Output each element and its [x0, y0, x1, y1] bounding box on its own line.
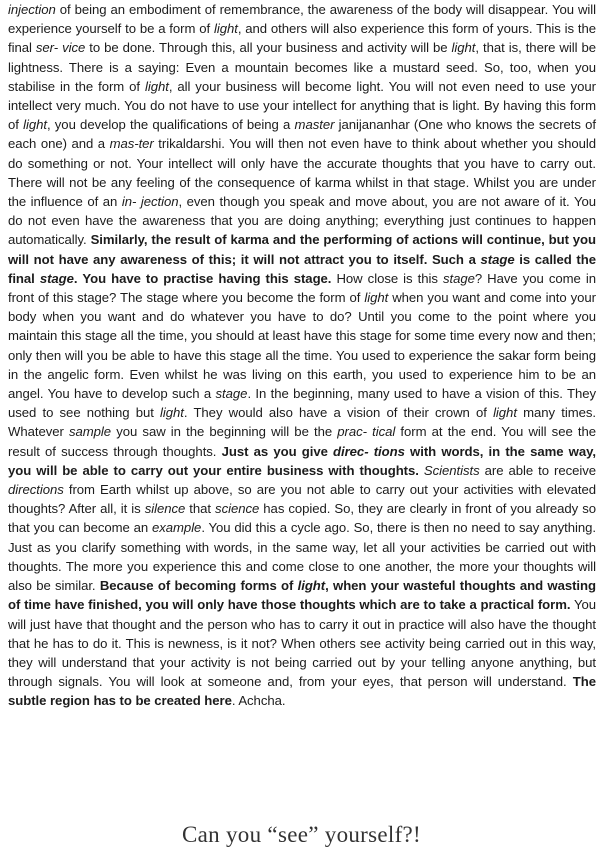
- text-run: prac- tical: [337, 424, 396, 440]
- text-run: light: [213, 21, 238, 37]
- text-run: Because of becoming forms of: [99, 578, 298, 594]
- text-run: in- jection: [121, 194, 179, 210]
- text-run: to be done. Through this, all your business and activity will be: [85, 40, 452, 56]
- document-page: [8, 0, 596, 711]
- text-run: , that is, there will be lightness. There is a saying: Even a mountain becomes like a mustard seed. So, too, when you stabilise in the form of: [8, 40, 596, 94]
- body-paragraph: [8, 0, 596, 711]
- text-run: master: [294, 117, 335, 133]
- text-run: light: [451, 40, 476, 56]
- text-run: mas-ter: [109, 136, 154, 152]
- text-run: light: [160, 405, 184, 421]
- text-run: stage: [39, 270, 74, 286]
- text-run: . Achcha.: [231, 693, 286, 709]
- text-run: Scientists: [423, 462, 480, 478]
- text-run: The subtle region has to be created here: [8, 674, 596, 709]
- text-run: of being an embodiment of remembrance, the awareness of the body will disappear. You will experience yourself to be a form of: [8, 2, 596, 37]
- text-run: You will just have that thought and the person who has to carry it out in practice will also have the thought that he has to do it. This is newness, is it not? When others see activity being carried out in this way, they will understand that your activity is not being carried out by your telling anyone anything, but through signals. You will look at someone and, from your eyes, that person will understand.: [8, 597, 596, 690]
- text-run: direc- tions: [333, 443, 405, 459]
- text-run: janijananhar (One who knows the secrets of each one) and a: [8, 117, 596, 152]
- text-run: example: [152, 520, 202, 536]
- text-run: many times. Whatever: [8, 405, 596, 440]
- text-run: , and others will also experience this form of yours. This is the final: [8, 21, 596, 56]
- text-run: has copied. So, they are clearly in front of you already so that you can become an: [8, 501, 597, 536]
- text-run: you saw in the beginning will be the: [111, 424, 338, 440]
- text-run: light: [23, 117, 47, 133]
- text-run: stage: [442, 270, 475, 286]
- text-run: trikaldarshi. You will then not even have to think about whether you should do something or not. Your intellect will only have the accurate thoughts that you have to carry out. There will not be any feeling of the consequence of karma whilst in that stage. Whilst you are under the influence of an: [8, 136, 596, 210]
- closing-title: Can you “see” yourself?!: [181, 822, 422, 847]
- text-run: light: [493, 405, 517, 421]
- text-run: Similarly, the result of karma and the performing of actions will continue, but you will not have any awareness of this; it will not attract you to itself. Such a: [8, 232, 596, 267]
- text-run: stage: [480, 251, 515, 267]
- text-run: ? Have you come in front of this stage? The stage where you become the form of: [8, 270, 596, 306]
- text-run: How close is this: [331, 270, 443, 286]
- text-run: . You have to practise having this stage.: [73, 270, 332, 286]
- text-run: ser- vice: [35, 40, 86, 56]
- text-run: Just as you give: [221, 443, 334, 459]
- text-run: , even though you speak and move about, you are not aware of it. You do not even have the awareness that you are doing anything; everything just continues to happen automatically.: [8, 194, 596, 248]
- text-run: silence: [144, 501, 186, 517]
- text-run: is called the final: [8, 251, 596, 286]
- text-run: form at the end. You will see the result of success through thoughts.: [8, 424, 597, 459]
- text-run: , you develop the qualifications of being a: [46, 117, 295, 133]
- text-run: light: [144, 78, 169, 94]
- text-run: sample: [69, 424, 112, 440]
- text-run: with words, in the same way, you will be able to carry out your entire business with thoughts.: [8, 443, 596, 478]
- text-run: are able to receive: [479, 462, 597, 478]
- text-run: directions: [8, 482, 64, 498]
- text-run: . In the beginning, many used to have a vision of this. They used to see nothing but: [8, 386, 597, 421]
- text-run: from Earth whilst up above, so are you not able to carry out your activities with elevated thoughts? After all, it is: [8, 482, 596, 517]
- text-run: stage: [215, 386, 248, 402]
- text-run: , when your wasteful thoughts and wasting of time have finished, you will only have those thoughts which are to take a practical form.: [8, 578, 596, 613]
- text-run: science: [215, 501, 260, 517]
- text-run: , all your business will become light. You will not even need to use your intellect very much. You do not have to use your intellect for anything that is light. By having this form of: [8, 78, 596, 133]
- text-run: that: [185, 501, 216, 517]
- text-run: . They would also have a vision of their crown of: [183, 405, 494, 421]
- text-run: light: [364, 290, 389, 306]
- text-run: . You did this a cycle ago. So, there is then no need to say anything. Just as you clarify something with words, in the same way, let all your activities be carried out with thoughts. The more you experience this and come close to one another, the more your thoughts will also be similar.: [8, 520, 596, 594]
- text-run: light: [297, 578, 326, 594]
- text-run: when you want and come into your body when you want and do whatever you have to do? Until you come to the point where you maintain this stage all the time, you should at least have this stage for some time every now and then; only then will you be able to have this stage all the time. You used to experience the sakar form being in the angelic form. Even whilst he was living on this earth, you used to experience him to be an angel. You have to develop such a: [8, 290, 596, 402]
- text-run: injection: [8, 2, 56, 17]
